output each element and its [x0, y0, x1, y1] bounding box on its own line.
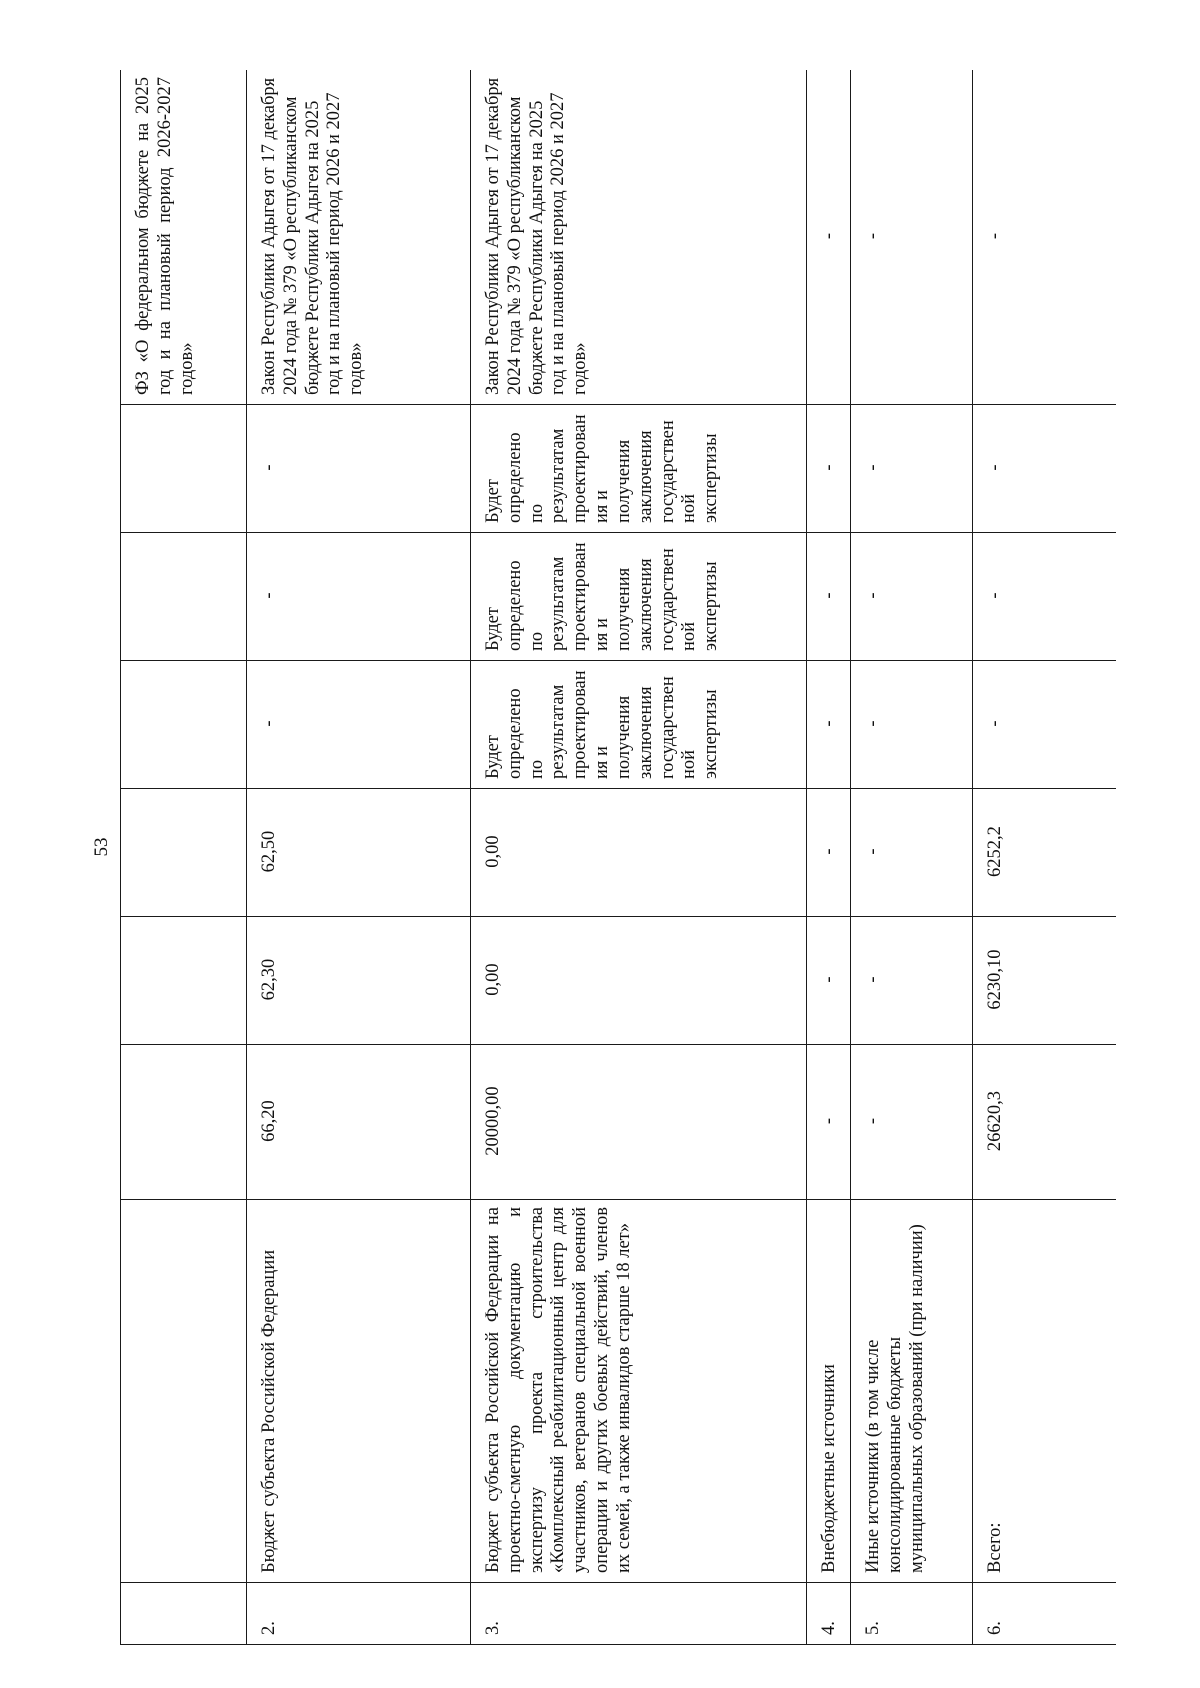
cell-source: Иные источники (в том числе консолидированные бюджеты муниципальных образований (при наличии) — [851, 1200, 973, 1583]
cell-2026: - — [807, 789, 851, 917]
cell-2025: - — [807, 917, 851, 1045]
cell-total: 66,20 — [247, 1045, 471, 1200]
cell-num: 6. — [973, 1583, 1117, 1645]
cell-2025 — [121, 917, 247, 1045]
cell-total: 20000,00 — [471, 1045, 807, 1200]
cell-2028: Будет определено по результатам проектирования и получения заключения государственной экспертизы — [471, 533, 807, 661]
cell-2029: - — [851, 405, 973, 533]
cell-2025: 0,00 — [471, 917, 807, 1045]
cell-2029: - — [247, 405, 471, 533]
cell-2025: 62,30 — [247, 917, 471, 1045]
cell-legal-basis: - — [851, 70, 973, 405]
cell-2027: - — [247, 661, 471, 789]
cell-2028: - — [247, 533, 471, 661]
cell-legal-basis: - — [807, 70, 851, 405]
cell-2029: - — [973, 405, 1117, 533]
cell-source: Всего: — [973, 1200, 1117, 1583]
cell-2027: - — [807, 661, 851, 789]
cell-2029: - — [807, 405, 851, 533]
cell-2027: Будет определено по результатам проектирования и получения заключения государственной экспертизы — [471, 661, 807, 789]
cell-2026: 6252,2 — [973, 789, 1117, 917]
cell-num: 4. — [807, 1583, 851, 1645]
table-row-continued — [121, 70, 247, 1645]
cell-2028 — [121, 533, 247, 661]
cell-2029: Будет определено по результатам проектирования и получения заключения государственной экспертизы — [471, 405, 807, 533]
cell-2026: - — [851, 789, 973, 917]
cell-2028: - — [973, 533, 1117, 661]
cell-total — [121, 1045, 247, 1200]
cell-legal-basis: Закон Республики Адыгея от 17 декабря 2024 года № 379 «О республиканском бюджете Республики Адыгея на 2025 год и на плановый период 2026 и 2027 годов» — [247, 70, 471, 405]
budget-table-container — [120, 70, 1116, 1645]
cell-num: 3. — [471, 1583, 807, 1645]
cell-total: - — [851, 1045, 973, 1200]
cell-2026: 62,50 — [247, 789, 471, 917]
table-row — [851, 70, 973, 1645]
cell-2027: - — [851, 661, 973, 789]
cell-legal-basis: Закон Республики Адыгея от 17 декабря 2024 года № 379 «О республиканском бюджете Республики Адыгея на 2025 год и на плановый период 2026 и 2027 годов» — [471, 70, 807, 405]
cell-source: Бюджет субъекта Российской Федерации на проектно-сметную документацию и экспертизу проекта строительства «Комплексный реабилитационный центр для участников, ветеранов специальной военной операции и других боевых действий, членов их семей, а также инвалидов старше 18 лет» — [471, 1200, 807, 1583]
cell-source: Внебюджетные источники — [807, 1200, 851, 1583]
cell-2027 — [121, 661, 247, 789]
cell-2025: - — [851, 917, 973, 1045]
table-row — [471, 70, 807, 1645]
cell-legal-basis: ФЗ «О федеральном бюджете на 2025 год и на плановый период 2026-2027 годов» — [121, 70, 247, 405]
cell-2026 — [121, 789, 247, 917]
cell-legal-basis: - — [973, 70, 1117, 405]
cell-source — [121, 1200, 247, 1583]
cell-num: 2. — [247, 1583, 471, 1645]
cell-2028: - — [851, 533, 973, 661]
cell-2028: - — [807, 533, 851, 661]
budget-table — [120, 70, 1116, 1645]
cell-num: 5. — [851, 1583, 973, 1645]
cell-2029 — [121, 405, 247, 533]
cell-source: Бюджет субъекта Российской Федерации — [247, 1200, 471, 1583]
table-row — [807, 70, 851, 1645]
cell-2026: 0,00 — [471, 789, 807, 917]
cell-total: 26620,3 — [973, 1045, 1117, 1200]
table-row — [973, 70, 1117, 1645]
cell-2027: - — [973, 661, 1117, 789]
cell-2025: 6230,10 — [973, 917, 1117, 1045]
cell-num — [121, 1583, 247, 1645]
cell-total: - — [807, 1045, 851, 1200]
table-row — [247, 70, 471, 1645]
page-number: 53 — [91, 837, 112, 857]
